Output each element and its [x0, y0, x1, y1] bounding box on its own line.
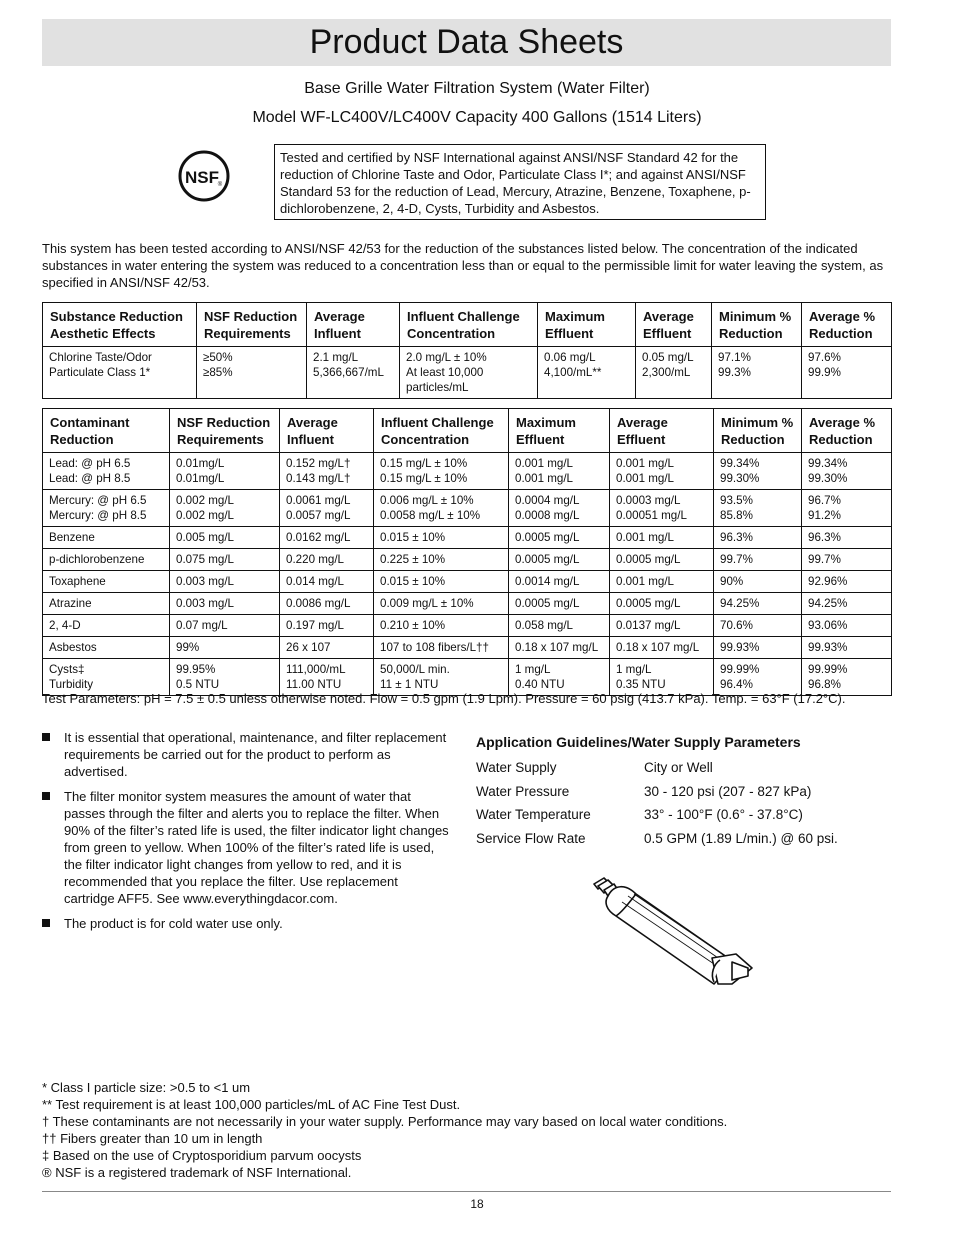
table-cell: 0.002 mg/L 0.002 mg/L: [170, 490, 280, 527]
footnote: * Class I particle size: >0.5 to <1 um: [42, 1080, 251, 1095]
parameter-value: 30 - 120 psi (207 - 827 kPa): [644, 783, 812, 799]
column-header: Average % Reduction: [802, 303, 892, 347]
table-cell: 70.6%: [714, 615, 802, 637]
application-guidelines-title: Application Guidelines/Water Supply Parameters: [476, 734, 801, 750]
column-header: Minimum % Reduction: [714, 409, 802, 453]
nsf-logo-text: NSF: [185, 168, 219, 187]
table-cell: p-dichlorobenzene: [43, 549, 170, 571]
table-row: [43, 347, 892, 399]
bullet-list: [42, 729, 452, 940]
certification-statement: Tested and certified by NSF International against ANSI/NSF Standard 42 for the reduction of Chlorine Taste and Odor, Particulate Class I*; and against ANSI/NSF Standard 53 for the reduction of Lead, Mercury, Atrazine, Benzene, Toxaphene, p-dichlorobenzene, 2, 4-D, Cysts, Turbidity and Asbestos.: [274, 144, 766, 220]
parameter-value: 0.5 GPM (1.89 L/min.) @ 60 psi.: [644, 830, 838, 846]
bullet-square-icon: [42, 733, 50, 741]
column-header: Influent Challenge Concentration: [400, 303, 538, 347]
list-item: [42, 729, 452, 780]
table-cell: 0.0005 mg/L: [509, 527, 610, 549]
table-row: [43, 527, 892, 549]
parameter-label: Water Supply: [476, 760, 557, 776]
column-header: NSF Reduction Requirements: [170, 409, 280, 453]
column-header: Maximum Effluent: [538, 303, 636, 347]
footnote: ® NSF is a registered trademark of NSF International.: [42, 1165, 352, 1180]
table-cell: 0.0003 mg/L 0.00051 mg/L: [610, 490, 714, 527]
table-cell: 0.001 mg/L 0.001 mg/L: [509, 453, 610, 490]
table-cell: 92.96%: [802, 571, 892, 593]
nsf-logo-icon: [178, 150, 230, 202]
table-cell: 1 mg/L 0.35 NTU: [610, 659, 714, 696]
table-header-row: [43, 303, 892, 347]
table-cell: 93.5% 85.8%: [714, 490, 802, 527]
table-cell: 0.197 mg/L: [280, 615, 374, 637]
table-cell: 0.18 x 107 mg/L: [610, 637, 714, 659]
table-cell: 2.1 mg/L 5,366,667/mL: [307, 347, 400, 399]
table-cell: 0.152 mg/L† 0.143 mg/L†: [280, 453, 374, 490]
footnote: †† Fibers greater than 10 um in length: [42, 1131, 263, 1146]
parameter-label: Water Pressure: [476, 783, 570, 799]
table-cell: 2.0 mg/L ± 10% At least 10,000 particles/mL: [400, 347, 538, 399]
table-cell: 99.7%: [802, 549, 892, 571]
parameter-row: [476, 827, 838, 851]
table-cell: 0.0137 mg/L: [610, 615, 714, 637]
footer-divider: [42, 1191, 891, 1192]
bullet-text: It is essential that operational, maintenance, and filter replacement requirements be carried out for the product to perform as advertised.: [64, 730, 447, 779]
test-parameters: Test Parameters: pH = 7.5 ± 0.5 unless otherwise noted. Flow = 0.5 gpm (1.9 Lpm). Pressure = 60 psig (413.7 kPa). Temp. = 63°F (17.2°C).: [42, 691, 846, 706]
table-cell: 0.01mg/L 0.01mg/L: [170, 453, 280, 490]
bullet-square-icon: [42, 792, 50, 800]
table-cell: 99.93%: [714, 637, 802, 659]
table-cell: 0.058 mg/L: [509, 615, 610, 637]
table-cell: 0.003 mg/L: [170, 593, 280, 615]
table-row: [43, 593, 892, 615]
aesthetic-effects-table: [42, 302, 892, 399]
table-cell: Benzene: [43, 527, 170, 549]
table-cell: 0.0086 mg/L: [280, 593, 374, 615]
page-header: [42, 19, 891, 66]
table-cell: 0.225 ± 10%: [374, 549, 509, 571]
bullet-square-icon: [42, 919, 50, 927]
table-cell: Toxaphene: [43, 571, 170, 593]
table-cell: Mercury: @ pH 6.5 Mercury: @ pH 8.5: [43, 490, 170, 527]
table-cell: Atrazine: [43, 593, 170, 615]
table-cell: 0.07 mg/L: [170, 615, 280, 637]
table-cell: 96.3%: [802, 527, 892, 549]
contaminant-reduction-table: [42, 408, 892, 696]
table-cell: 1 mg/L 0.40 NTU: [509, 659, 610, 696]
table-cell: 0.210 ± 10%: [374, 615, 509, 637]
table-cell: 0.0005 mg/L: [610, 593, 714, 615]
footnote: ‡ Based on the use of Cryptosporidium parvum oocysts: [42, 1148, 362, 1163]
table-cell: 96.3%: [714, 527, 802, 549]
table-cell: 94.25%: [714, 593, 802, 615]
table-cell: 2, 4-D: [43, 615, 170, 637]
table-row: [43, 637, 892, 659]
table-cell: 107 to 108 fibers/L††: [374, 637, 509, 659]
table-cell: 97.6% 99.9%: [802, 347, 892, 399]
table-cell: 99.34% 99.30%: [714, 453, 802, 490]
table-cell: 99.7%: [714, 549, 802, 571]
table-cell: 0.009 mg/L ± 10%: [374, 593, 509, 615]
table-cell: 0.0162 mg/L: [280, 527, 374, 549]
product-name: Base Grille Water Filtration System (Water Filter): [304, 80, 650, 97]
table-cell: 0.0005 mg/L: [610, 549, 714, 571]
table-cell: 0.0004 mg/L 0.0008 mg/L: [509, 490, 610, 527]
table-row: [43, 571, 892, 593]
model-capacity: Model WF-LC400V/LC400V Capacity 400 Gallons (1514 Liters): [252, 109, 702, 126]
table-row: [43, 490, 892, 527]
list-item: [42, 915, 452, 932]
table-row: [43, 615, 892, 637]
table-cell: ≥50% ≥85%: [197, 347, 307, 399]
table-cell: 0.0061 mg/L 0.0057 mg/L: [280, 490, 374, 527]
intro-paragraph: This system has been tested according to ANSI/NSF 42/53 for the reduction of the substances listed below. The concentration of the indicated substances in water entering the system was reduced to a concentration less than or equal to the permissible limit for water leaving the system, as specified in ANSI/NSF 42/53.: [42, 241, 884, 290]
parameter-row: [476, 780, 838, 804]
column-header: Influent Challenge Concentration: [374, 409, 509, 453]
water-filter-cartridge-image: [586, 872, 756, 994]
table-cell: 99%: [170, 637, 280, 659]
table-cell: 97.1% 99.3%: [712, 347, 802, 399]
table-cell: Asbestos: [43, 637, 170, 659]
list-item: [42, 788, 452, 907]
column-header: Substance Reduction Aesthetic Effects: [43, 303, 197, 347]
table-cell: 0.18 x 107 mg/L: [509, 637, 610, 659]
bullet-text: The filter monitor system measures the amount of water that passes through the filter and alerts you to replace the filter. When 90% of the filter’s rated life is used, the filter indicator light changes from green to yellow. When 100% of the filter’s rated life is used, the filter indicator light changes from yellow to red, and it is recommended that you replace the filter. Use replacement cartridge AFF5. See www.everythingdacor.com.: [64, 789, 449, 906]
parameter-value: City or Well: [644, 760, 713, 776]
table-cell: 99.34% 99.30%: [802, 453, 892, 490]
table-cell: 50,000/L min. 11 ± 1 NTU: [374, 659, 509, 696]
table-cell: 94.25%: [802, 593, 892, 615]
table-cell: 0.001 mg/L: [610, 527, 714, 549]
parameter-label: Water Temperature: [476, 807, 591, 823]
parameter-row: [476, 756, 838, 780]
table-cell: 0.005 mg/L: [170, 527, 280, 549]
bullet-text: The product is for cold water use only.: [64, 916, 283, 931]
table-cell: 99.99% 96.8%: [802, 659, 892, 696]
table-cell: 0.05 mg/L 2,300/mL: [636, 347, 712, 399]
table-cell: 99.95% 0.5 NTU: [170, 659, 280, 696]
footnote: † These contaminants are not necessarily in your water supply. Performance may vary based on local water conditions.: [42, 1114, 728, 1129]
table-cell: 0.0005 mg/L: [509, 593, 610, 615]
footnotes: [42, 1079, 892, 1181]
nsf-logo-registered-mark: ®: [217, 182, 223, 188]
column-header: Average Effluent: [636, 303, 712, 347]
parameter-value: 33° - 100°F (0.6° - 37.8°C): [644, 807, 803, 823]
table-cell: 99.99% 96.4%: [714, 659, 802, 696]
column-header: Average Effluent: [610, 409, 714, 453]
table-row: [43, 453, 892, 490]
column-header: Average % Reduction: [802, 409, 892, 453]
table-cell: 0.006 mg/L ± 10% 0.0058 mg/L ± 10%: [374, 490, 509, 527]
table-cell: 96.7% 91.2%: [802, 490, 892, 527]
footnote: ** Test requirement is at least 100,000 particles/mL of AC Fine Test Dust.: [42, 1097, 461, 1112]
table-cell: 0.075 mg/L: [170, 549, 280, 571]
table-cell: 0.003 mg/L: [170, 571, 280, 593]
application-parameters-table: [476, 756, 838, 850]
table-header-row: [43, 409, 892, 453]
table-cell: 0.0005 mg/L: [509, 549, 610, 571]
column-header: Contaminant Reduction: [43, 409, 170, 453]
table-cell: Cysts‡ Turbidity: [43, 659, 170, 696]
page-number: 18: [470, 1197, 484, 1211]
table-cell: Lead: @ pH 6.5 Lead: @ pH 8.5: [43, 453, 170, 490]
column-header: Average Influent: [307, 303, 400, 347]
column-header: Minimum % Reduction: [712, 303, 802, 347]
column-header: Average Influent: [280, 409, 374, 453]
table-cell: 26 x 107: [280, 637, 374, 659]
table-cell: 0.015 ± 10%: [374, 571, 509, 593]
table-cell: 0.0014 mg/L: [509, 571, 610, 593]
parameter-row: [476, 803, 838, 827]
table-cell: 93.06%: [802, 615, 892, 637]
table-cell: 0.001 mg/L 0.001 mg/L: [610, 453, 714, 490]
table-cell: 111,000/mL 11.00 NTU: [280, 659, 374, 696]
table-cell: 99.93%: [802, 637, 892, 659]
column-header: Maximum Effluent: [509, 409, 610, 453]
table-cell: 0.015 ± 10%: [374, 527, 509, 549]
table-cell: 0.06 mg/L 4,100/mL**: [538, 347, 636, 399]
table-cell: 90%: [714, 571, 802, 593]
parameter-label: Service Flow Rate: [476, 830, 586, 846]
table-cell: Chlorine Taste/Odor Particulate Class 1*: [43, 347, 197, 399]
table-cell: 0.220 mg/L: [280, 549, 374, 571]
table-row: [43, 549, 892, 571]
column-header: NSF Reduction Requirements: [197, 303, 307, 347]
page-title: Product Data Sheets: [309, 23, 624, 61]
table-cell: 0.014 mg/L: [280, 571, 374, 593]
table-cell: 0.15 mg/L ± 10% 0.15 mg/L ± 10%: [374, 453, 509, 490]
table-cell: 0.001 mg/L: [610, 571, 714, 593]
